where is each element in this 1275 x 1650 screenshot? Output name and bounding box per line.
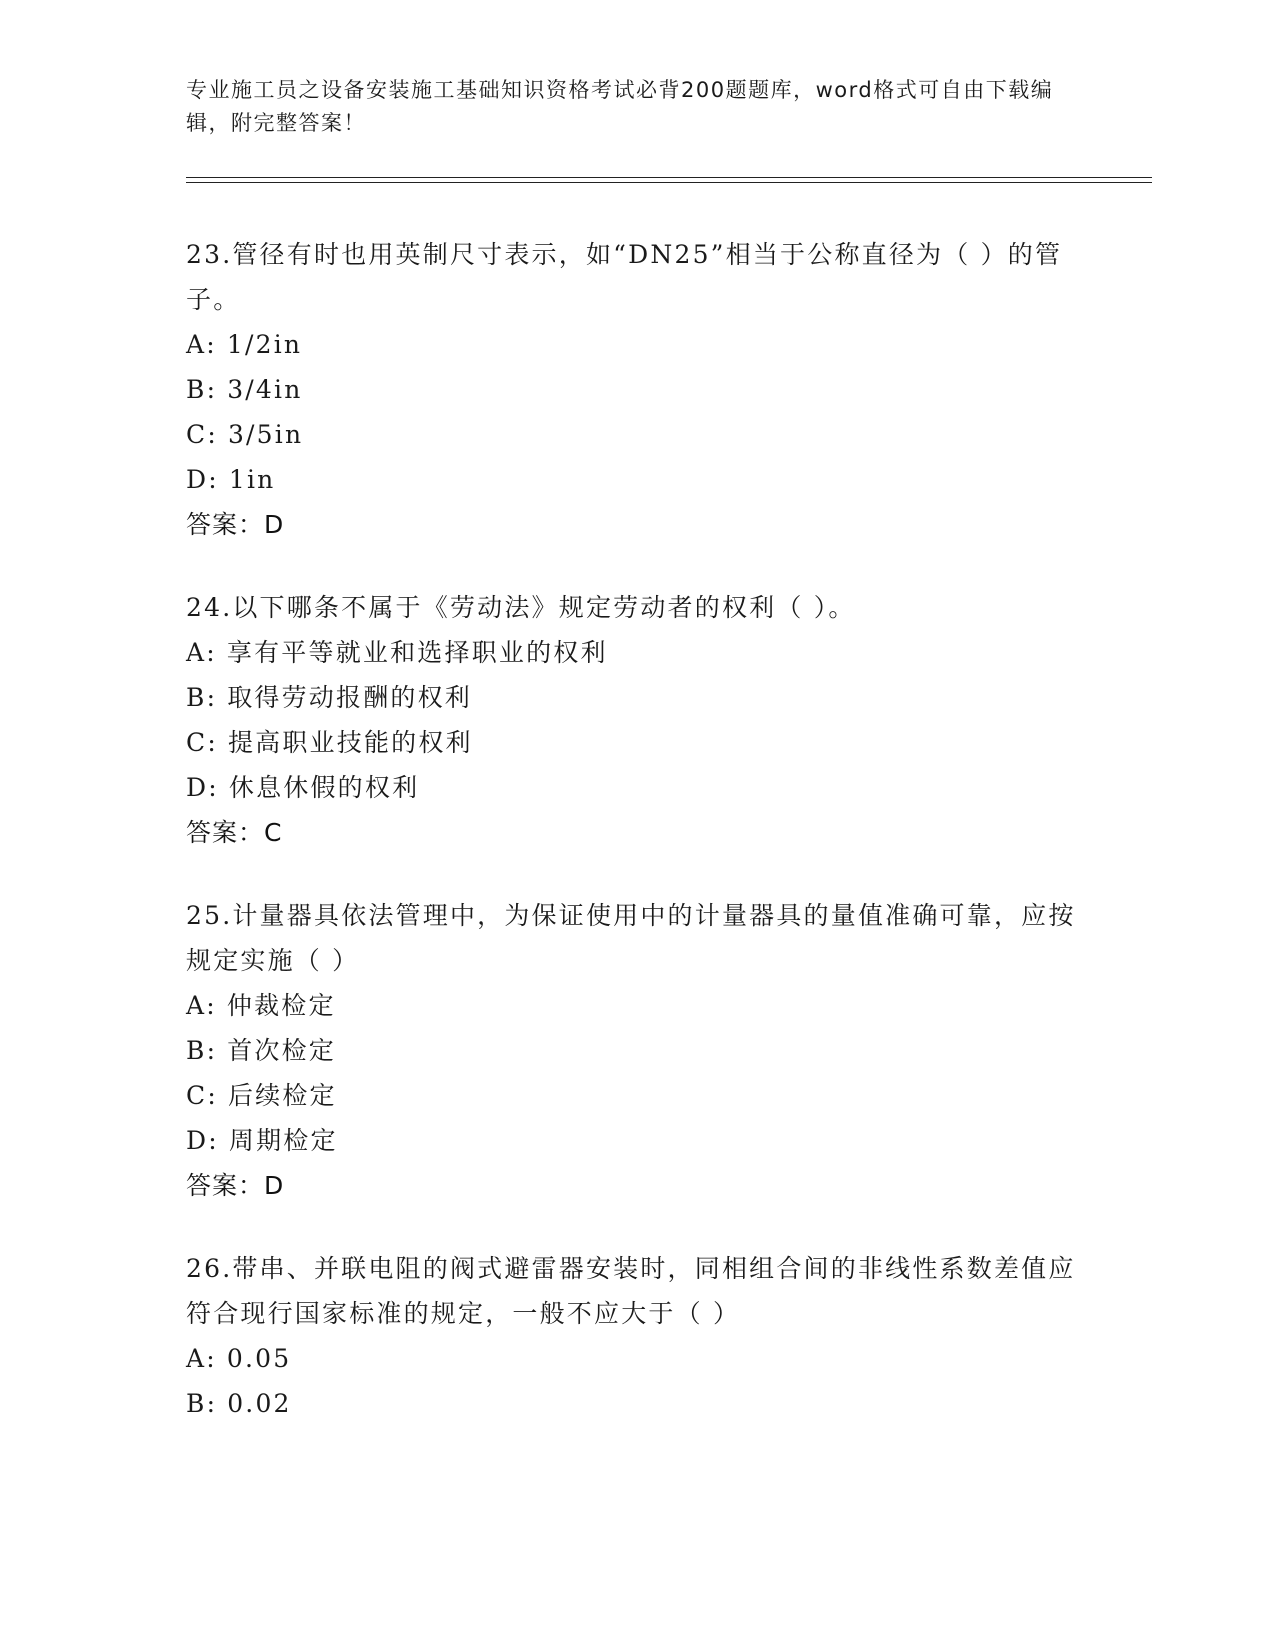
option-letter: B: [186,1389,218,1418]
option-b [186,1381,1076,1426]
option-letter: C: [186,728,218,757]
option-b [186,675,1076,720]
question-stem: 23.管径有时也用英制尺寸表示，如“DN25”相当于公称直径为（ ）的管子。 [186,240,1063,314]
option-a [186,983,1076,1028]
header-divider-top [186,177,1152,178]
question-stem: 25.计量器具依法管理中，为保证使用中的计量器具的量值准确可靠，应按规定实施（ ） [186,901,1076,975]
answer-line: 答案：D [186,1171,285,1200]
option-text: 休息休假的权利 [228,773,420,802]
option-text: 1in [228,465,276,494]
question-stem: 26.带串、并联电阻的阀式避雷器安装时，同相组合间的非线性系数差值应符合现行国家标准的规定，一般不应大于（ ） [186,1254,1076,1328]
document-header: 专业施工员之设备安装施工基础知识资格考试必背200题题库，word格式可自由下载编辑，附完整答案！ [186,78,1054,135]
question-23 [186,232,1076,547]
option-text: 后续检定 [227,1081,337,1110]
option-text: 0.05 [226,1344,292,1373]
option-text: 仲裁检定 [226,991,336,1020]
option-letter: B: [186,375,218,404]
option-c [186,412,1076,457]
question-24 [186,585,1076,855]
option-text: 享有平等就业和选择职业的权利 [226,638,608,667]
option-text: 周期检定 [228,1126,338,1155]
option-text: 3/4in [227,375,303,404]
option-letter: A: [186,638,217,667]
option-d [186,765,1076,810]
option-c [186,1073,1076,1118]
option-letter: B: [186,1036,218,1065]
option-b [186,367,1076,412]
option-letter: A: [186,991,217,1020]
question-list [186,232,1076,1464]
option-c [186,720,1076,765]
option-text: 提高职业技能的权利 [227,728,473,757]
option-letter: A: [186,1344,217,1373]
option-text: 取得劳动报酬的权利 [227,683,473,712]
option-d [186,457,1076,502]
option-text: 0.02 [227,1389,292,1418]
question-25 [186,893,1076,1208]
option-letter: D: [186,465,219,494]
option-letter: B: [186,683,218,712]
header-divider-bottom [186,182,1152,183]
option-b [186,1028,1076,1073]
option-a [186,630,1076,675]
answer-line: 答案：C [186,818,283,847]
answer-line: 答案：D [186,510,285,539]
option-letter: D: [186,773,219,802]
option-letter: D: [186,1126,219,1155]
question-26 [186,1246,1076,1426]
option-text: 3/5in [227,420,304,449]
question-stem: 24.以下哪条不属于《劳动法》规定劳动者的权利（ ）。 [186,593,856,622]
option-a [186,322,1076,367]
option-letter: C: [186,420,218,449]
option-text: 1/2in [226,330,303,359]
option-text: 首次检定 [227,1036,337,1065]
option-d [186,1118,1076,1163]
option-a [186,1336,1076,1381]
option-letter: C: [186,1081,218,1110]
option-letter: A: [186,330,217,359]
